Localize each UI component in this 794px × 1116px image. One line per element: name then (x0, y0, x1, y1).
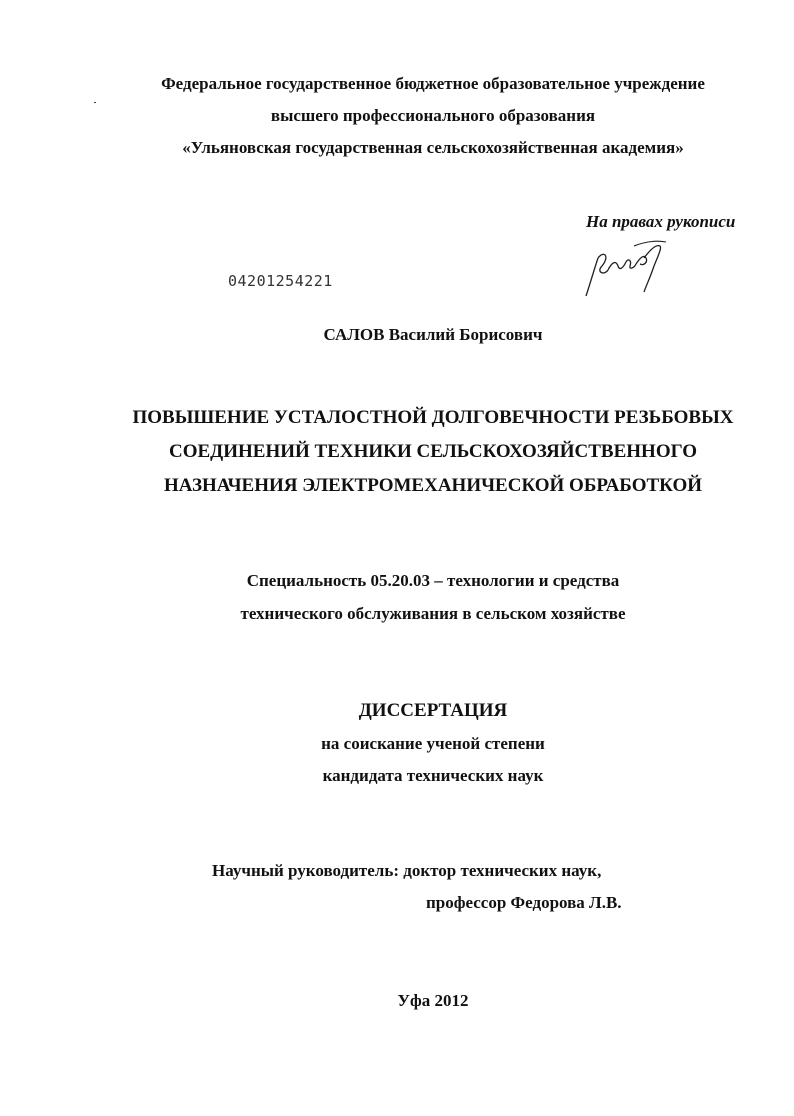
handwritten-signature (574, 236, 674, 302)
degree-line-1: на соискание ученой степени (321, 734, 545, 753)
city-year: Уфа 2012 (397, 991, 469, 1010)
manuscript-rights-note: На правах рукописи (586, 212, 736, 231)
institution-line-2: высшего профессионального образования (270, 106, 596, 125)
specialty-line-2: технического обслуживания в сельском хозяйстве (240, 604, 626, 623)
degree-line-2: кандидата технических наук (322, 766, 544, 785)
dissertation-title-line-2: СОЕДИНЕНИЙ ТЕХНИКИ СЕЛЬСКОХОЗЯЙСТВЕННОГО (168, 441, 697, 462)
document-code: 04201254221 (228, 272, 333, 290)
institution-line-3: «Ульяновская государственная сельскохозяйственная академия» (182, 138, 684, 157)
supervisor-line-2: профессор Федорова Л.В. (426, 893, 622, 912)
document-type-heading: ДИССЕРТАЦИЯ (358, 700, 508, 721)
dissertation-title-line-3: НАЗНАЧЕНИЯ ЭЛЕКТРОМЕХАНИЧЕСКОЙ ОБРАБОТКОЙ (163, 475, 703, 496)
supervisor-line-1: Научный руководитель: доктор технических наук, (212, 861, 602, 880)
institution-line-1: Федеральное государственное бюджетное образовательное учреждение (161, 74, 705, 93)
dissertation-title-line-1: ПОВЫШЕНИЕ УСТАЛОСТНОЙ ДОЛГОВЕЧНОСТИ РЕЗЬБОВЫХ (132, 407, 734, 428)
scan-speck (94, 102, 96, 103)
specialty-line-1: Специальность 05.20.03 – технологии и средства (246, 571, 620, 590)
author-name: САЛОВ Василий Борисович (323, 325, 543, 344)
